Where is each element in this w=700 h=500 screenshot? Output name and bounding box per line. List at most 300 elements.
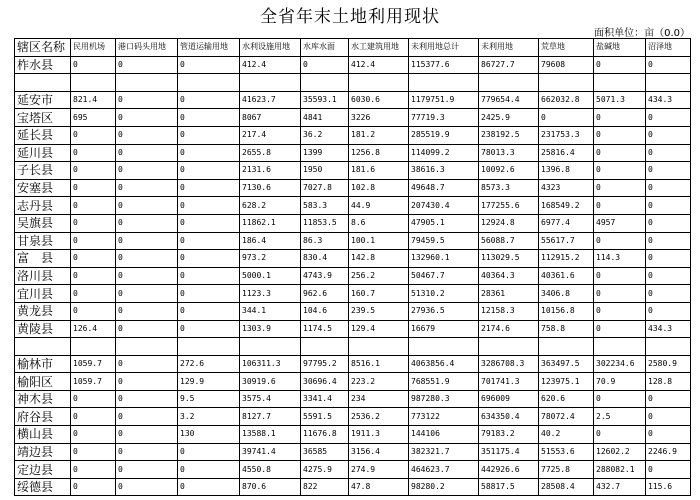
table-cell: 0 <box>178 285 240 303</box>
district-name: 富 县 <box>15 250 71 268</box>
table-cell: 0 <box>178 144 240 162</box>
district-name: 洛川县 <box>15 267 71 285</box>
table-cell: 0 <box>178 91 240 109</box>
table-cell: 0 <box>594 426 646 444</box>
table-cell: 830.4 <box>301 250 349 268</box>
table-row <box>15 214 691 232</box>
table-cell: 0 <box>116 250 178 268</box>
table-row <box>15 91 691 109</box>
table-cell: 0 <box>646 250 691 268</box>
table-cell: 464623.7 <box>409 461 479 479</box>
table-cell: 0 <box>71 232 116 250</box>
table-cell <box>349 74 409 92</box>
district-name: 子长县 <box>15 162 71 180</box>
district-name: 横山县 <box>15 426 71 444</box>
table-cell: 112915.2 <box>539 250 594 268</box>
table-cell: 256.2 <box>349 267 409 285</box>
table-cell: 207430.4 <box>409 197 479 215</box>
table-cell: 0 <box>594 302 646 320</box>
table-cell: 28508.4 <box>539 478 594 496</box>
table-cell: 0 <box>646 197 691 215</box>
table-cell: 234 <box>349 390 409 408</box>
table-cell: 79183.2 <box>479 426 539 444</box>
table-row <box>15 338 691 356</box>
table-cell: 0 <box>116 285 178 303</box>
table-cell: 8.6 <box>349 214 409 232</box>
table-cell: 2131.6 <box>240 162 301 180</box>
table-cell: 98280.2 <box>409 478 479 496</box>
table-cell: 0 <box>646 390 691 408</box>
table-cell: 35593.1 <box>301 91 349 109</box>
table-cell: 0 <box>594 109 646 127</box>
table-cell: 7130.6 <box>240 179 301 197</box>
column-header: 盐碱地 <box>594 39 646 57</box>
table-cell: 382321.7 <box>409 443 479 461</box>
table-cell: 2246.9 <box>646 443 691 461</box>
table-cell: 1179751.9 <box>409 91 479 109</box>
table-cell: 870.6 <box>240 478 301 496</box>
table-cell: 583.3 <box>301 197 349 215</box>
table-cell: 0 <box>116 267 178 285</box>
table-cell: 3156.4 <box>349 443 409 461</box>
table-cell: 0 <box>178 162 240 180</box>
table-cell: 0 <box>71 126 116 144</box>
table-cell: 0 <box>178 214 240 232</box>
table-cell: 773122 <box>409 408 479 426</box>
table-cell: 86.3 <box>301 232 349 250</box>
table-cell: 0 <box>178 478 240 496</box>
table-cell: 128.8 <box>646 373 691 391</box>
table-cell: 58817.5 <box>479 478 539 496</box>
table-cell: 16679 <box>409 320 479 338</box>
district-name: 延长县 <box>15 126 71 144</box>
table-cell: 0 <box>116 355 178 373</box>
table-cell: 696009 <box>479 390 539 408</box>
table-cell: 3.2 <box>178 408 240 426</box>
table-cell <box>479 338 539 356</box>
table-row <box>15 267 691 285</box>
table-cell: 3286708.3 <box>479 355 539 373</box>
table-cell: 11676.8 <box>301 426 349 444</box>
table-cell: 272.6 <box>178 355 240 373</box>
table-cell: 4323 <box>539 179 594 197</box>
table-cell: 1059.7 <box>71 373 116 391</box>
table-cell: 0 <box>646 214 691 232</box>
table-cell: 0 <box>594 390 646 408</box>
table-cell: 0 <box>178 461 240 479</box>
table-cell: 973.2 <box>240 250 301 268</box>
table-cell: 0 <box>116 390 178 408</box>
table-cell: 0 <box>116 426 178 444</box>
header-row <box>15 39 691 57</box>
table-cell: 5000.1 <box>240 267 301 285</box>
table-cell: 8516.1 <box>349 355 409 373</box>
table-cell: 27936.5 <box>409 302 479 320</box>
table-cell: 36.2 <box>301 126 349 144</box>
table-cell: 0 <box>71 408 116 426</box>
table-cell: 4841 <box>301 109 349 127</box>
table-cell: 142.8 <box>349 250 409 268</box>
table-cell: 0 <box>178 126 240 144</box>
table-cell <box>646 74 691 92</box>
table-cell: 0 <box>178 443 240 461</box>
table-cell: 12602.2 <box>594 443 646 461</box>
table-cell: 0 <box>116 56 178 74</box>
table-cell: 132960.1 <box>409 250 479 268</box>
district-name: 安塞县 <box>15 179 71 197</box>
column-header: 民用机场 <box>71 39 116 57</box>
table-cell: 0 <box>71 478 116 496</box>
table-cell: 0 <box>71 443 116 461</box>
table-cell: 701741.3 <box>479 373 539 391</box>
table-cell: 0 <box>116 126 178 144</box>
table-cell: 0 <box>646 56 691 74</box>
table-cell: 217.4 <box>240 126 301 144</box>
table-cell: 30696.4 <box>301 373 349 391</box>
table-cell: 662032.8 <box>539 91 594 109</box>
table-row <box>15 390 691 408</box>
table-cell: 50467.7 <box>409 267 479 285</box>
table-cell: 412.4 <box>240 56 301 74</box>
table-cell: 0 <box>116 461 178 479</box>
table-cell: 8127.7 <box>240 408 301 426</box>
table-cell: 0 <box>594 197 646 215</box>
table-cell: 0 <box>646 144 691 162</box>
table-cell: 2655.8 <box>240 144 301 162</box>
table-cell: 0 <box>594 320 646 338</box>
table-cell: 1303.9 <box>240 320 301 338</box>
table-cell: 0 <box>646 126 691 144</box>
land-use-table <box>14 38 691 496</box>
table-cell: 177255.6 <box>479 197 539 215</box>
table-cell: 0 <box>116 320 178 338</box>
table-cell <box>15 338 71 356</box>
column-header: 管道运输用地 <box>178 39 240 57</box>
district-name: 府谷县 <box>15 408 71 426</box>
table-cell: 0 <box>71 144 116 162</box>
table-cell <box>116 74 178 92</box>
table-cell <box>594 74 646 92</box>
column-header: 港口码头用地 <box>116 39 178 57</box>
table-cell: 114099.2 <box>409 144 479 162</box>
table-cell: 12924.8 <box>479 214 539 232</box>
column-header: 未利用地总计 <box>409 39 479 57</box>
district-name: 志丹县 <box>15 197 71 215</box>
table-cell: 129.9 <box>178 373 240 391</box>
table-cell: 0 <box>646 426 691 444</box>
table-cell: 28361 <box>479 285 539 303</box>
table-cell: 115.6 <box>646 478 691 496</box>
table-cell: 0 <box>646 232 691 250</box>
table-cell <box>240 338 301 356</box>
table-cell: 56088.7 <box>479 232 539 250</box>
table-row <box>15 443 691 461</box>
table-cell: 0 <box>178 197 240 215</box>
table-cell: 40.2 <box>539 426 594 444</box>
table-cell: 0 <box>594 162 646 180</box>
table-cell: 6030.6 <box>349 91 409 109</box>
table-cell: 123975.1 <box>539 373 594 391</box>
table-cell: 38616.3 <box>409 162 479 180</box>
table-row <box>15 285 691 303</box>
table-cell: 13588.1 <box>240 426 301 444</box>
table-cell: 97795.2 <box>301 355 349 373</box>
table-cell: 40364.3 <box>479 267 539 285</box>
table-cell <box>71 74 116 92</box>
table-cell: 49648.7 <box>409 179 479 197</box>
table-cell: 7027.8 <box>301 179 349 197</box>
page-title: 全省年末土地利用现状 <box>260 7 440 27</box>
table-cell: 5591.5 <box>301 408 349 426</box>
table-cell: 40361.6 <box>539 267 594 285</box>
table-cell: 1950 <box>301 162 349 180</box>
table-cell: 0 <box>116 162 178 180</box>
district-name: 黄陵县 <box>15 320 71 338</box>
table-cell: 115377.6 <box>409 56 479 74</box>
table-cell: 5071.3 <box>594 91 646 109</box>
table-cell: 0 <box>71 179 116 197</box>
table-row <box>15 126 691 144</box>
table-row <box>15 461 691 479</box>
table-cell: 0 <box>71 197 116 215</box>
table-row <box>15 109 691 127</box>
table-cell: 4275.9 <box>301 461 349 479</box>
table-cell: 129.4 <box>349 320 409 338</box>
table-cell: 0 <box>646 302 691 320</box>
table-cell: 4957 <box>594 214 646 232</box>
table-cell: 0 <box>594 267 646 285</box>
table-cell: 1123.3 <box>240 285 301 303</box>
table-cell: 0 <box>646 285 691 303</box>
table-cell <box>539 74 594 92</box>
table-cell: 114.3 <box>594 250 646 268</box>
table-row <box>15 197 691 215</box>
table-cell: 0 <box>646 109 691 127</box>
table-cell: 2580.9 <box>646 355 691 373</box>
table-cell: 238192.5 <box>479 126 539 144</box>
table-cell: 0 <box>116 302 178 320</box>
table-cell: 0 <box>646 461 691 479</box>
table-cell: 160.7 <box>349 285 409 303</box>
table-cell: 0 <box>178 267 240 285</box>
table-cell: 0 <box>646 267 691 285</box>
table-cell: 0 <box>116 109 178 127</box>
table-cell: 0 <box>71 162 116 180</box>
column-header: 水利设施用地 <box>240 39 301 57</box>
table-cell: 302234.6 <box>594 355 646 373</box>
table-cell: 987280.3 <box>409 390 479 408</box>
table-cell: 106311.3 <box>240 355 301 373</box>
table-row <box>15 162 691 180</box>
table-row <box>15 302 691 320</box>
table-cell <box>15 74 71 92</box>
table-cell: 3575.4 <box>240 390 301 408</box>
column-header: 荒草地 <box>539 39 594 57</box>
table-cell: 434.3 <box>646 320 691 338</box>
table-cell: 10156.8 <box>539 302 594 320</box>
table-cell: 0 <box>178 179 240 197</box>
district-name: 定边县 <box>15 461 71 479</box>
table-cell: 44.9 <box>349 197 409 215</box>
table-cell: 1174.5 <box>301 320 349 338</box>
table-cell: 181.6 <box>349 162 409 180</box>
table-cell: 168549.2 <box>539 197 594 215</box>
table-cell: 102.8 <box>349 179 409 197</box>
table-cell: 2536.2 <box>349 408 409 426</box>
table-cell: 274.9 <box>349 461 409 479</box>
table-cell: 39741.4 <box>240 443 301 461</box>
table-cell: 0 <box>71 214 116 232</box>
table-cell: 628.2 <box>240 197 301 215</box>
table-cell: 2425.9 <box>479 109 539 127</box>
table-cell: 363497.5 <box>539 355 594 373</box>
table-row <box>15 373 691 391</box>
table-cell: 0 <box>71 267 116 285</box>
table-cell: 86727.7 <box>479 56 539 74</box>
table-cell: 0 <box>116 408 178 426</box>
table-cell: 51310.2 <box>409 285 479 303</box>
table-cell: 0 <box>71 461 116 479</box>
table-cell: 4743.9 <box>301 267 349 285</box>
table-cell: 1399 <box>301 144 349 162</box>
table-cell: 0 <box>594 56 646 74</box>
table-cell: 0 <box>116 232 178 250</box>
table-cell <box>178 338 240 356</box>
table-cell: 0 <box>594 232 646 250</box>
table-row <box>15 408 691 426</box>
table-cell: 0 <box>594 179 646 197</box>
table-cell: 434.3 <box>646 91 691 109</box>
table-cell <box>409 74 479 92</box>
table-cell: 0 <box>71 426 116 444</box>
table-cell: 7725.8 <box>539 461 594 479</box>
table-cell: 9.5 <box>178 390 240 408</box>
table-cell <box>178 74 240 92</box>
table-cell: 768551.9 <box>409 373 479 391</box>
table-cell: 0 <box>71 390 116 408</box>
table-cell: 1256.8 <box>349 144 409 162</box>
table-cell: 239.5 <box>349 302 409 320</box>
table-cell: 351175.4 <box>479 443 539 461</box>
district-name: 榆阳区 <box>15 373 71 391</box>
table-cell: 412.4 <box>349 56 409 74</box>
district-name: 吴旗县 <box>15 214 71 232</box>
table-cell: 30919.6 <box>240 373 301 391</box>
table-cell: 0 <box>116 443 178 461</box>
table-row <box>15 478 691 496</box>
table-cell: 0 <box>116 478 178 496</box>
table-cell: 70.9 <box>594 373 646 391</box>
table-cell <box>409 338 479 356</box>
table-cell: 1059.7 <box>71 355 116 373</box>
table-cell: 0 <box>594 285 646 303</box>
table-cell: 0 <box>178 232 240 250</box>
district-name: 榆林市 <box>15 355 71 373</box>
district-name: 延安市 <box>15 91 71 109</box>
table-cell <box>301 338 349 356</box>
table-cell: 3226 <box>349 109 409 127</box>
district-name: 神木县 <box>15 390 71 408</box>
table-cell: 130 <box>178 426 240 444</box>
table-cell <box>116 338 178 356</box>
table-cell: 12158.3 <box>479 302 539 320</box>
table-cell: 0 <box>116 179 178 197</box>
table-cell: 104.6 <box>301 302 349 320</box>
table-row <box>15 179 691 197</box>
district-name: 甘泉县 <box>15 232 71 250</box>
table-cell: 2174.6 <box>479 320 539 338</box>
table-cell: 231753.3 <box>539 126 594 144</box>
district-name: 宝塔区 <box>15 109 71 127</box>
table-cell: 1396.8 <box>539 162 594 180</box>
district-name: 黄龙县 <box>15 302 71 320</box>
table-cell: 223.2 <box>349 373 409 391</box>
table-cell: 0 <box>116 197 178 215</box>
table-cell: 821.4 <box>71 91 116 109</box>
table-cell: 0 <box>116 91 178 109</box>
table-row <box>15 355 691 373</box>
table-cell: 186.4 <box>240 232 301 250</box>
table-cell: 181.2 <box>349 126 409 144</box>
table-cell: 288082.1 <box>594 461 646 479</box>
table-cell: 4063856.4 <box>409 355 479 373</box>
table-cell: 126.4 <box>71 320 116 338</box>
column-header: 辖区名称 <box>15 39 71 57</box>
table-cell: 344.1 <box>240 302 301 320</box>
table-cell <box>301 74 349 92</box>
table-cell: 10092.6 <box>479 162 539 180</box>
table-row <box>15 320 691 338</box>
table-cell: 0 <box>71 302 116 320</box>
table-cell <box>71 338 116 356</box>
table-cell: 822 <box>301 478 349 496</box>
table-cell: 47.8 <box>349 478 409 496</box>
district-name: 靖边县 <box>15 443 71 461</box>
table-cell: 2.5 <box>594 408 646 426</box>
table-row <box>15 74 691 92</box>
table-cell: 442926.6 <box>479 461 539 479</box>
table-cell: 144106 <box>409 426 479 444</box>
table-cell: 0 <box>646 408 691 426</box>
column-header: 水工建筑用地 <box>349 39 409 57</box>
table-cell: 0 <box>539 109 594 127</box>
table-cell: 0 <box>116 373 178 391</box>
table-cell: 695 <box>71 109 116 127</box>
table-cell: 78072.4 <box>539 408 594 426</box>
table-row <box>15 56 691 74</box>
table-cell: 47905.1 <box>409 214 479 232</box>
table-cell: 0 <box>178 56 240 74</box>
table-cell: 3341.4 <box>301 390 349 408</box>
table-cell: 0 <box>301 56 349 74</box>
district-name: 柞水县 <box>15 56 71 74</box>
table-cell <box>479 74 539 92</box>
table-cell: 0 <box>594 126 646 144</box>
table-cell <box>240 74 301 92</box>
table-cell: 77719.3 <box>409 109 479 127</box>
table-cell: 0 <box>116 144 178 162</box>
table-cell: 41623.7 <box>240 91 301 109</box>
table-cell: 3406.8 <box>539 285 594 303</box>
table-cell: 0 <box>71 250 116 268</box>
table-cell: 0 <box>116 214 178 232</box>
table-cell: 100.1 <box>349 232 409 250</box>
table-cell: 36585 <box>301 443 349 461</box>
table-cell: 0 <box>178 109 240 127</box>
table-cell: 79608 <box>539 56 594 74</box>
table-cell: 0 <box>178 250 240 268</box>
district-name: 延川县 <box>15 144 71 162</box>
